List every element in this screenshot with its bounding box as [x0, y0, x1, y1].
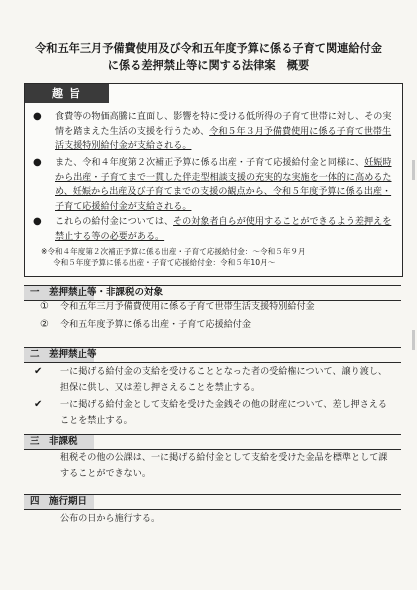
section-2-heading — [24, 347, 401, 363]
check-icon: ✔ — [34, 366, 43, 377]
check-icon: ✔ — [34, 399, 43, 410]
summary-bullet-1 — [33, 110, 394, 154]
summary-bullet-2 — [33, 156, 394, 214]
bullet-icon: ● — [33, 157, 42, 168]
section-1-item-1: 令和五年三月予備費使用に係る子育て世帯生活支援特別給付金 — [60, 302, 315, 312]
scan-edge-mark — [412, 160, 415, 180]
summary-note-1: ※令和４年度第２次補正予算に係る出産・子育て応援給付金：～令和５年９月 — [41, 247, 306, 256]
item-1-mark: ① — [40, 301, 49, 312]
bullet-2-underlined: 妊娠時から出産・子育てまで一貫した伴走型相談支援の充実的な実施を一体的に高めるため、妊娠から出産及び子育てまでの支援の観点から、令和５年度予算に係る出産・子育て応援給付金が支給される。 — [55, 158, 392, 212]
section-4-heading — [24, 494, 401, 510]
bullet-icon: ● — [33, 111, 42, 122]
summary-tab-label: 趣旨 — [25, 84, 109, 103]
section-4-body: 公布の日から施行する。 — [60, 514, 161, 524]
scan-edge-mark — [412, 330, 415, 350]
bullet-1-text: 食費等の物価高騰に直面し、影響を特に受ける低所得の子育て世帯に対し、その実情を踏まえた生活の支援を行うため、 — [55, 112, 392, 137]
summary-box — [24, 83, 403, 277]
title-line-2: に係る差押禁止等に関する法律案 概要 — [107, 59, 310, 72]
bullet-icon: ● — [33, 216, 42, 227]
section-2-item-1: 一に掲げる給付金の支給を受けることとなった者の受給権について、譲り渡し、担保に供し、又は差し押さえることを禁止する。 — [60, 367, 388, 393]
bullet-2-text: また、令和４年度第２次補正予算に係る出産・子育て応援給付金と同様に、 — [55, 158, 365, 168]
section-1-heading — [24, 285, 401, 301]
section-3-heading-label: 三 非課税 — [30, 436, 78, 447]
bullet-3-text: これらの給付金については、 — [55, 217, 174, 227]
bullet-1-underlined: 令和５年３月予備費使用に係る子育て世帯生活支援特別給付金が支給される。 — [55, 126, 392, 151]
section-2-heading-label: 二 差押禁止等 — [30, 349, 97, 360]
summary-note-2: 令和５年度予算に係る出産・子育て応援給付金：令和５年10月～ — [53, 258, 276, 267]
summary-bullet-3 — [33, 215, 394, 244]
section-3-body: 租税その他の公課は、一に掲げる給付金として支給を受けた金品を標準として課することができない。 — [60, 453, 388, 479]
title-line-1: 令和五年三月予備費使用及び令和五年度予算に係る子育て関連給付金 — [35, 42, 382, 55]
section-4-heading-label: 四 施行期日 — [30, 496, 88, 507]
section-2-item-2: 一に掲げる給付金として支給を受けた金銭その他の財産について、差し押さえることを禁止する。 — [60, 400, 388, 426]
bullet-3-underlined: その対象者自らが使用することができるよう差押えを禁止する等の必要がある。 — [55, 217, 392, 242]
item-2-mark: ② — [40, 319, 49, 330]
section-1-heading-label: 一 差押禁止等・非課税の対象 — [30, 287, 164, 298]
section-3-heading — [24, 434, 401, 450]
document-title — [20, 40, 397, 74]
section-1-item-2: 令和五年度予算に係る出産・子育て応援給付金 — [60, 320, 251, 330]
